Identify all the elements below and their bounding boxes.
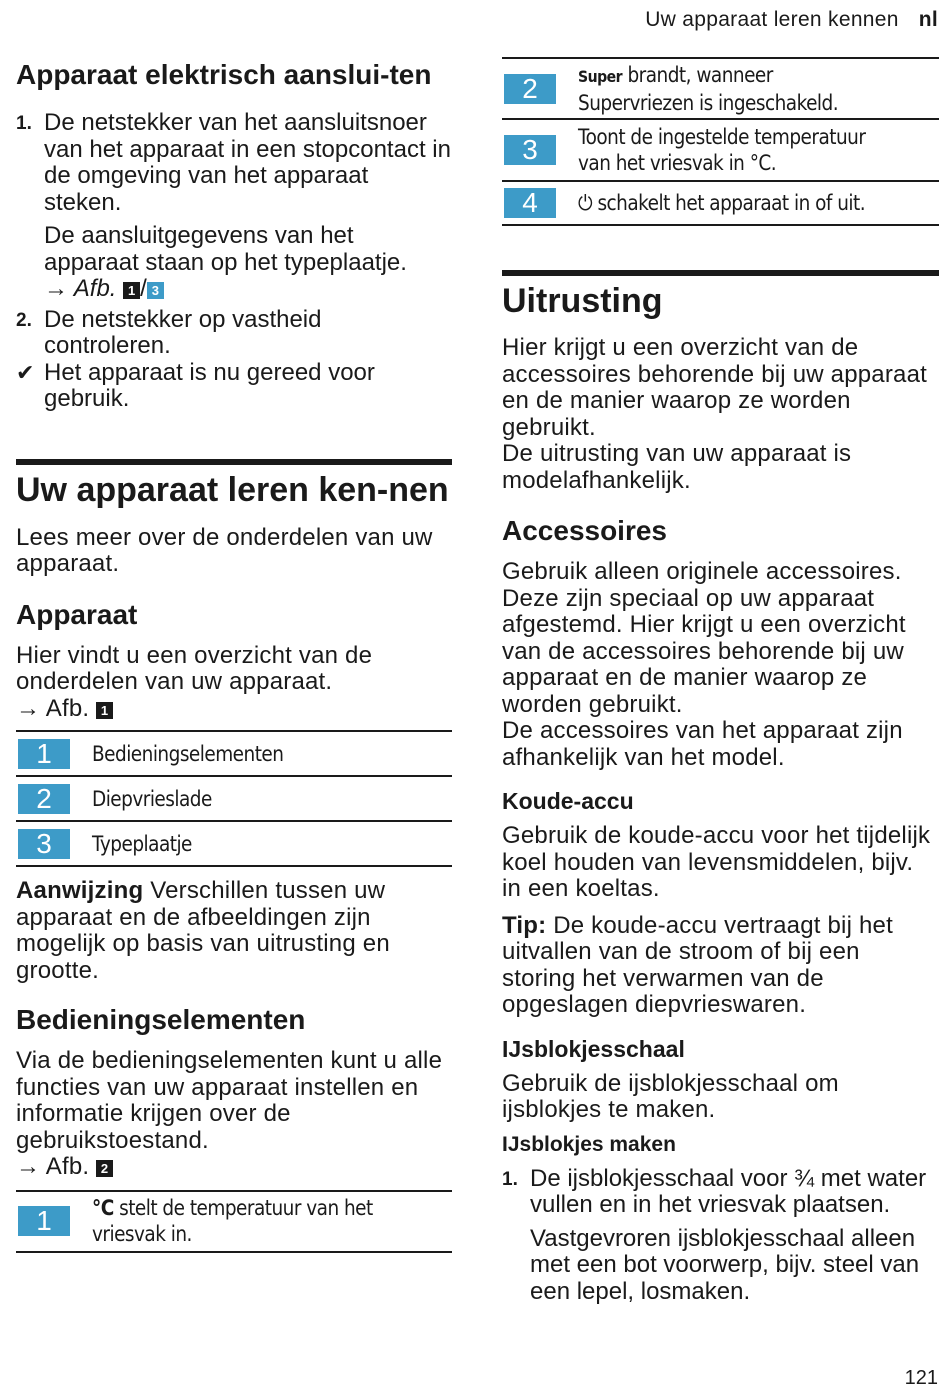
tip-paragraph — [502, 913, 939, 1019]
step-number: 2. — [16, 309, 32, 331]
legend-number: 2 — [18, 784, 70, 814]
controls-text: Via de bedieningselementen kunt u alle functies van uw apparaat instellen en informatie krijgen over de gebruikstoestand. — [16, 1047, 443, 1154]
legend-number: 3 — [18, 829, 70, 859]
legend-row — [16, 777, 452, 822]
section-divider — [16, 459, 452, 465]
step-text: De netstekker van het aansluitsnoer van het apparaat in een stopcontact in de omgeving van het apparaat steken. — [44, 109, 451, 216]
figure-reference — [16, 696, 452, 723]
controls-heading: Bedieningselementen — [16, 1004, 306, 1035]
controls-legend — [16, 1190, 452, 1253]
parts-legend — [16, 730, 452, 867]
ice-step-1 — [502, 1166, 939, 1306]
language-code: nl — [918, 8, 938, 31]
cold-pack-heading: Koude-accu — [502, 788, 634, 814]
apparaat-text: Hier vindt u een overzicht van de onderdelen van uw apparaat. — [16, 641, 373, 695]
controls-legend-continued — [502, 57, 939, 226]
tip-text: De koude-accu vertraagt bij het uitvallen van de stroom of bij een storing het verwarmen van de opgeslagen diepvrieswaren. — [502, 911, 893, 1018]
legend-text: Toont de ingestelde temperatuur van het vriesvak in °C. — [578, 125, 866, 175]
figure-ref-label: → Afb. — [16, 694, 90, 722]
figure-reference — [44, 276, 452, 303]
legend-number: 1 — [18, 1206, 70, 1236]
right-column — [502, 0, 939, 1305]
intro-text: Lees meer over de onderdelen van uw apparaat. — [16, 523, 433, 577]
step-text: De netstekker op vastheid controleren. — [44, 305, 322, 359]
figure-ref-label: → Afb. — [16, 1153, 90, 1180]
step-note: De aansluitgegevens van het apparaat staan op het typeplaatje. — [44, 222, 407, 276]
result-text: Het apparaat is nu gereed voor gebruik. — [44, 358, 375, 412]
figure-badge-1: 1 — [123, 282, 140, 299]
note-text: Verschillen tussen uw apparaat en de afbeeldingen zijn mogelijk op basis van uitrusting en grootte. — [16, 877, 390, 984]
legend-row — [502, 59, 939, 120]
legend-text — [556, 190, 865, 216]
accessories-text: Gebruik alleen originele accessoires. Deze zijn speciaal op uw apparaat afgestemd. Hier krijgt u een overzicht van de accessoires behorende bij uw apparaat en de manier waarop ze worden gebruikt. — [502, 558, 906, 718]
accessories-heading: Accessoires — [502, 515, 668, 546]
super-key-icon: Super — [578, 66, 623, 86]
equipment-heading: Uitrusting — [502, 282, 663, 320]
note-paragraph — [16, 878, 452, 984]
legend-text: Bedieningselementen — [92, 741, 284, 766]
legend-number: 4 — [504, 188, 556, 218]
legend-text — [556, 62, 893, 116]
legend-row — [502, 182, 939, 226]
step-note: Vastgevroren ijsblokjesschaal alleen met een bot voorwerp, bijv. steel van een lepel, losmaken. — [530, 1224, 920, 1305]
apparaat-heading: Apparaat — [16, 598, 138, 630]
ice-tray-text: Gebruik de ijsblokjesschaal om ijsblokjes te maken. — [502, 1069, 839, 1123]
figure-badge-3: 3 — [147, 282, 164, 299]
figure-reference — [16, 1154, 452, 1181]
tip-label: Tip: — [502, 911, 547, 939]
ice-tray-heading: IJsblokjesschaal — [502, 1035, 685, 1062]
left-column — [16, 0, 452, 1253]
connect-step-1 — [16, 110, 452, 303]
ice-cubes-subheading: IJsblokjes maken — [502, 1132, 676, 1156]
legend-row — [16, 732, 452, 777]
section-divider — [502, 270, 939, 276]
step-number: 1. — [502, 1168, 518, 1190]
legend-number: 1 — [18, 739, 70, 769]
equipment-text-2: De uitrusting van uw apparaat is modelafhankelijk. — [502, 440, 852, 494]
header-title: Uw apparaat leren kennen — [645, 8, 899, 31]
cold-pack-text: Gebruik de koude-accu voor het tijdelijk koel houden van levensmiddelen, bijv. in een koeltas. — [502, 822, 931, 902]
legend-row — [502, 120, 939, 182]
legend-number: 3 — [504, 135, 556, 165]
legend-row — [16, 822, 452, 867]
equipment-text: Hier krijgt u een overzicht van de accessoires behorende bij uw apparaat en de manier waarop ze worden gebruikt. — [502, 334, 927, 441]
celsius-key-icon: °C — [92, 1196, 114, 1220]
legend-description: brandt, wanneer Supervriezen is ingeschakeld. — [578, 62, 839, 115]
legend-number: 2 — [504, 74, 556, 104]
check-icon: ✔ — [16, 359, 35, 385]
note-label: Aanwijzing — [16, 877, 144, 904]
page-number: 121 — [904, 1367, 938, 1389]
connect-step-2 — [16, 307, 452, 360]
step-text: De ijsblokjesschaal voor ¾ met water vullen en in het vriesvak plaatsen. — [530, 1164, 927, 1218]
figure-ref-separator: / — [140, 275, 147, 302]
legend-text — [70, 1195, 404, 1247]
step-number: 1. — [16, 113, 32, 134]
legend-description: stelt de temperatuur van het vriesvak in. — [92, 1196, 373, 1246]
figure-badge-2: 2 — [96, 1160, 113, 1177]
legend-description: schakelt het apparaat in of uit. — [592, 191, 866, 215]
power-icon: ⏻ — [578, 191, 593, 215]
connect-heading: Apparaat elektrisch aanslui-ten — [16, 59, 432, 90]
figure-ref-label: → Afb. — [44, 275, 117, 302]
connect-result — [16, 360, 452, 413]
legend-text: Diepvrieslade — [92, 786, 212, 811]
accessories-text-2: De accessoires van het apparaat zijn afhankelijk van het model. — [502, 717, 903, 771]
figure-badge-1: 1 — [96, 702, 113, 719]
legend-row — [16, 1192, 452, 1253]
intro-heading: Uw apparaat leren ken-nen — [16, 470, 449, 509]
legend-text: Typeplaatje — [92, 831, 192, 856]
